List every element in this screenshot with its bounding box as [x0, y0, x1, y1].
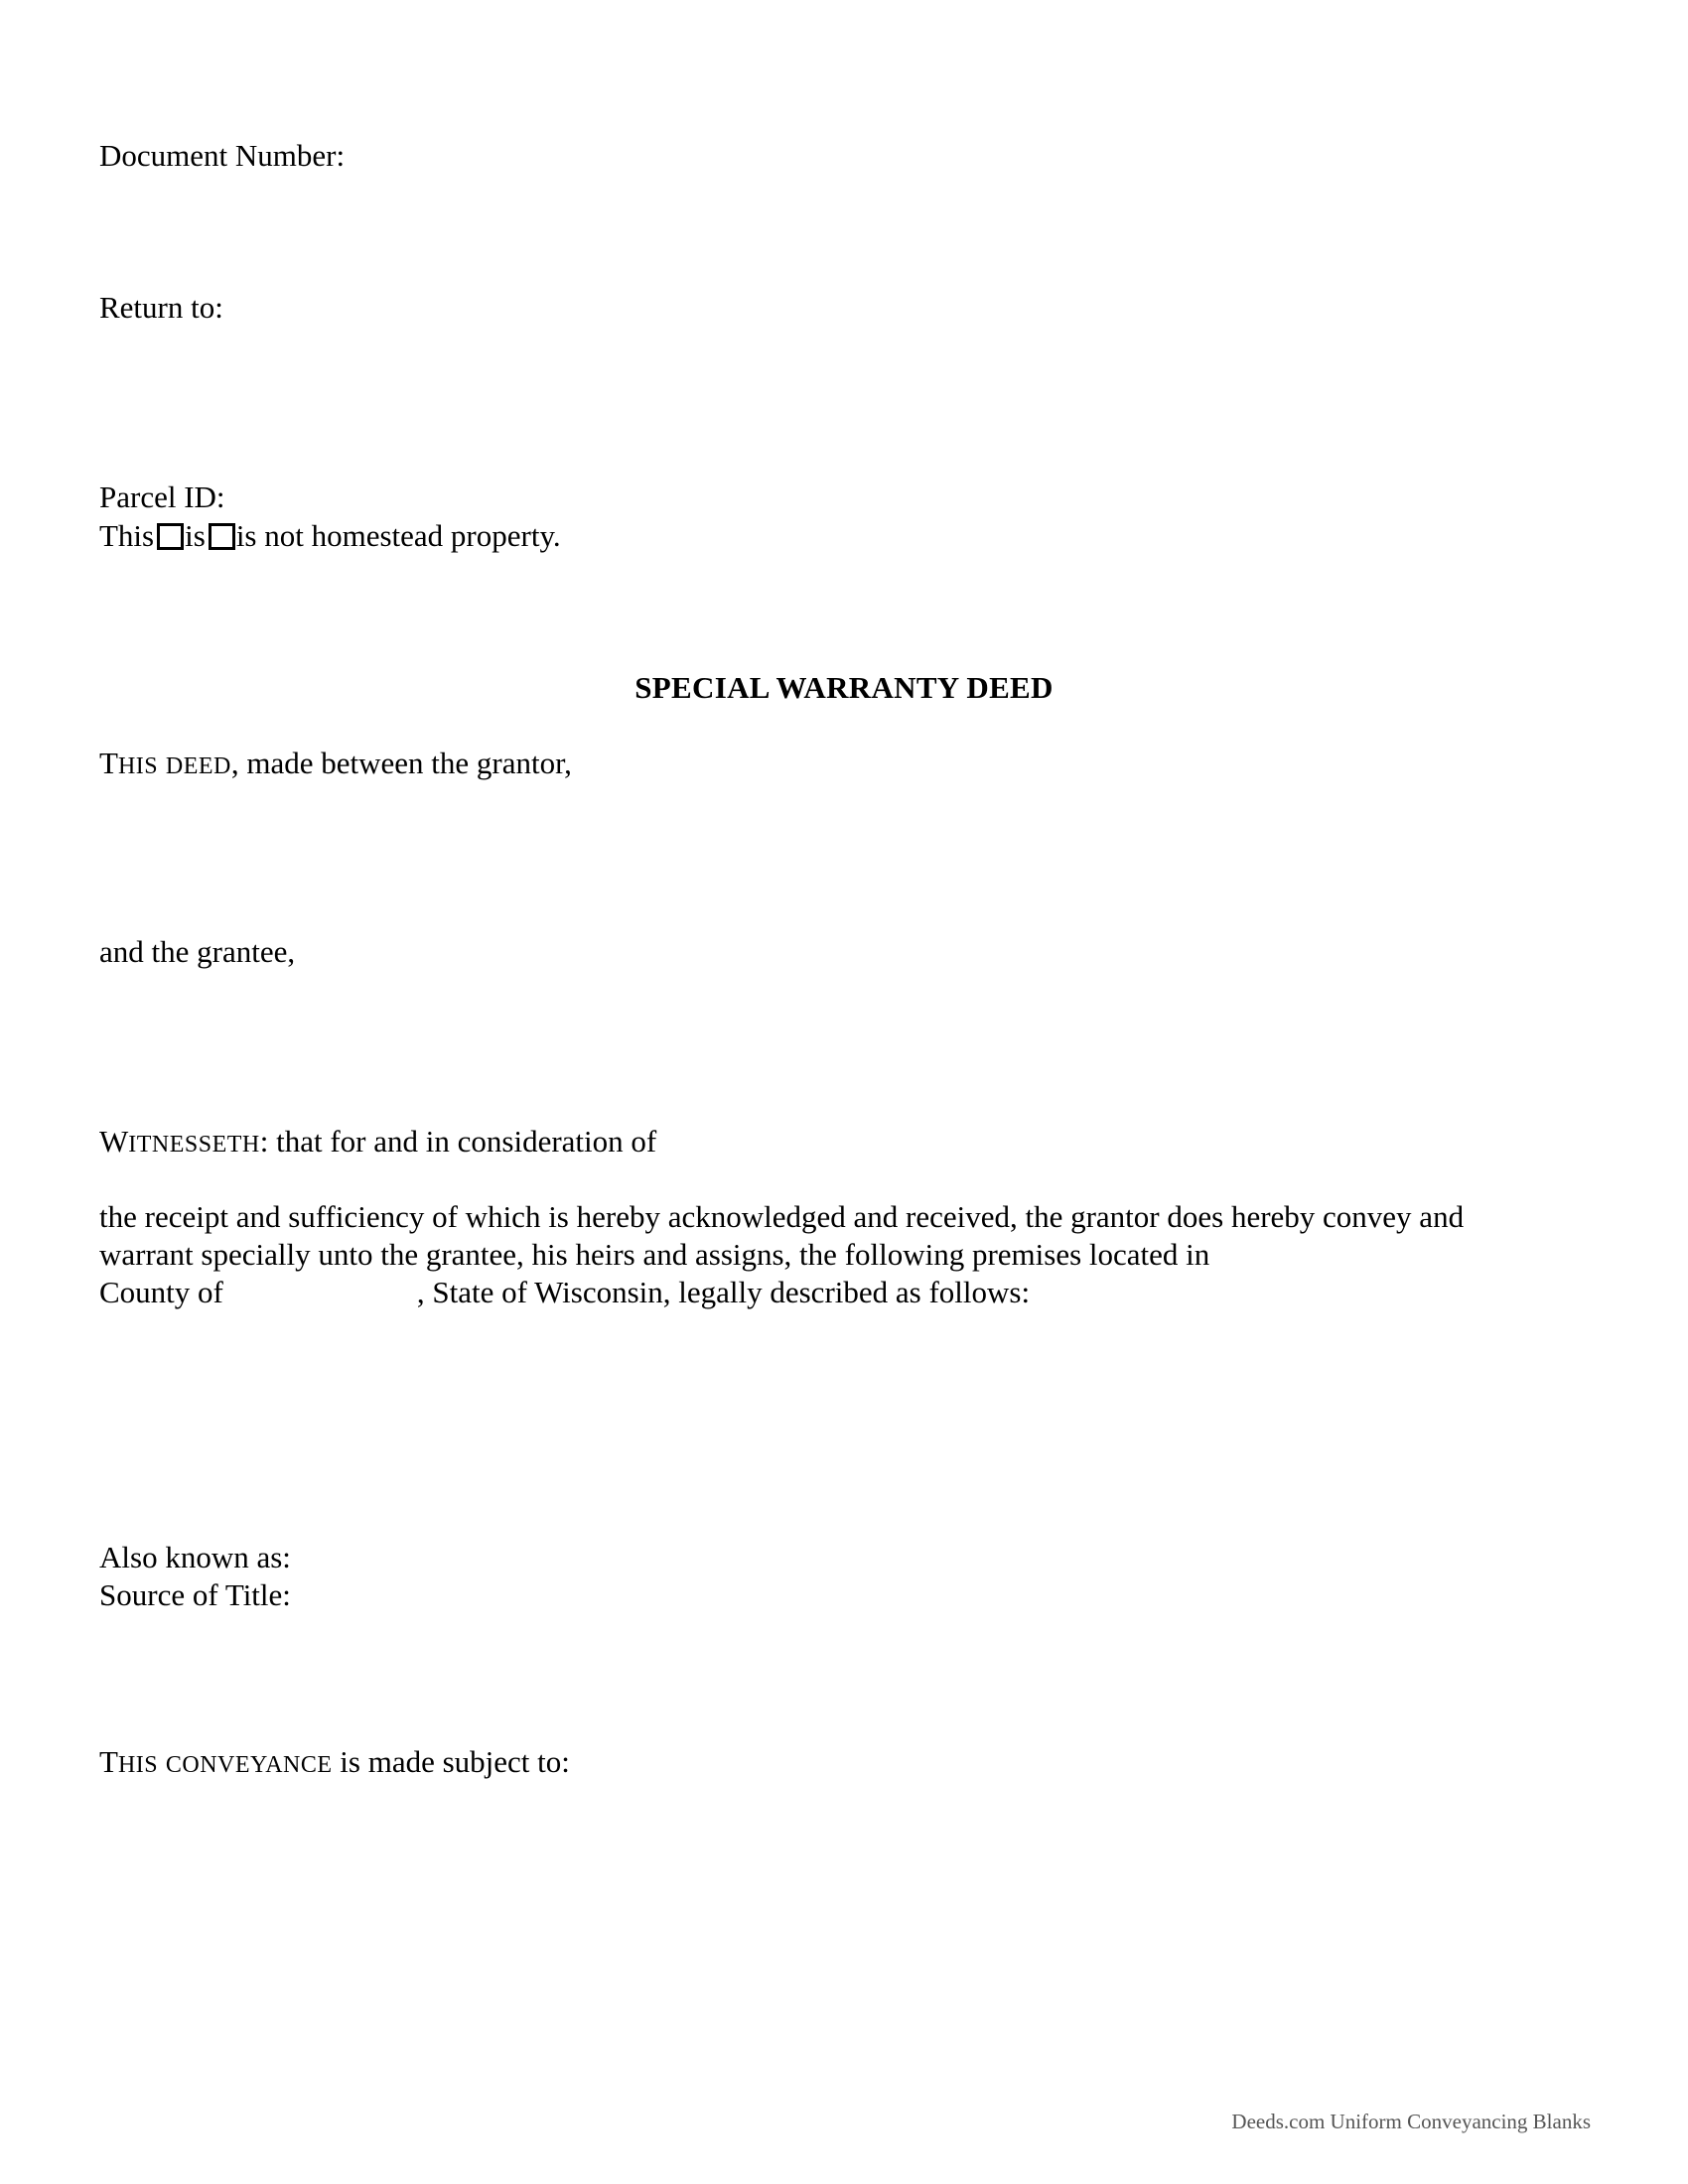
return-to-label: Return to:	[99, 290, 223, 325]
conveyance-line-2: warrant specially unto the grantee, his heirs and assigns, the following premises located in	[99, 1237, 1210, 1272]
homestead-prefix: This	[99, 518, 155, 553]
parcel-id-label: Parcel ID:	[99, 479, 225, 514]
homestead-is-label: is	[185, 518, 206, 553]
homestead-line	[99, 517, 561, 555]
witnesseth-line: WITNESSETH: that for and in consideration of	[99, 1124, 657, 1159]
deed-title: SPECIAL WARRANTY DEED	[634, 670, 1054, 705]
homestead-is-not-checkbox[interactable]	[209, 523, 235, 550]
homestead-is-checkbox[interactable]	[157, 523, 184, 550]
footer-text: Deeds.com Uniform Conveyancing Blanks	[1231, 2110, 1591, 2133]
deed-intro-line: THIS DEED, made between the grantor,	[99, 746, 572, 780]
conveyance-line-1: the receipt and sufficiency of which is hereby acknowledged and received, the grantor does hereby convey and	[99, 1199, 1465, 1234]
document-number-label: Document Number:	[99, 138, 346, 173]
source-of-title-label: Source of Title:	[99, 1577, 291, 1612]
homestead-is-not-label: is not homestead property.	[235, 518, 561, 553]
also-known-as-label: Also known as:	[99, 1540, 291, 1574]
conveyance-line-3: County of , State of Wisconsin, legally described as follows:	[99, 1275, 1031, 1309]
grantee-line: and the grantee,	[99, 934, 296, 969]
subject-to-line: THIS CONVEYANCE is made subject to:	[99, 1744, 570, 1779]
